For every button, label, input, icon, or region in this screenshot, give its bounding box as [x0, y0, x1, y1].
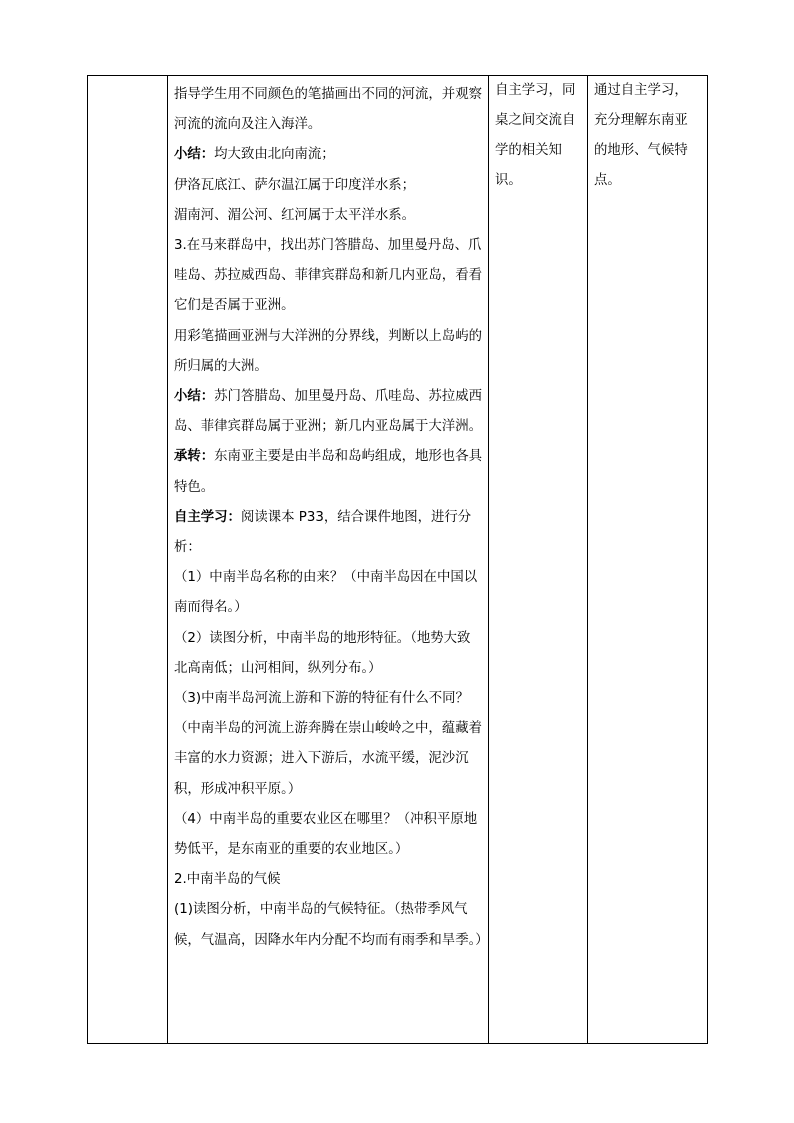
content-paragraph: [174, 684, 482, 805]
student-activity-cell: [489, 76, 588, 1044]
stage-cell: [88, 76, 168, 1044]
content-paragraph: [174, 140, 482, 170]
paragraph-text: （3)中南半岛河流上游和下游的特征有什么不同？（中南半岛的河流上游奔腾在崇山峻岭之中，蕴藏着丰富的水力资源；进入下游后，水流平缓，泥沙沉积，形成冲积平原。）: [174, 691, 482, 797]
teaching-content-cell: [168, 76, 489, 1044]
design-intent-text: 通过自主学习，充分理解东南亚的地形、气候特点。: [594, 83, 688, 188]
paragraph-label: 小结：: [174, 147, 215, 163]
paragraph-text: 东南亚主要是由半岛和岛屿组成，地形也各具特色。: [174, 449, 482, 495]
paragraph-text: 2.中南半岛的气候: [174, 872, 281, 888]
content-paragraph: [174, 382, 482, 442]
paragraph-text: 指导学生用不同颜色的笔描画出不同的河流，并观察河流的流向及注入海洋。: [174, 87, 482, 133]
paragraph-text: 湄南河、湄公河、红河属于太平洋水系。: [174, 207, 416, 223]
paragraph-text: 3.在马来群岛中，找出苏门答腊岛、加里曼丹岛、爪哇岛、苏拉威西岛、菲律宾群岛和新几内亚岛，看看它们是否属于亚洲。: [174, 238, 482, 314]
content-paragraph: [174, 322, 482, 382]
content-paragraph: [174, 895, 489, 955]
paragraph-text: （4）中南半岛的重要农业区在哪里？（冲积平原地势低平，是东南亚的重要的农业地区。）: [174, 811, 478, 858]
student-activity-text: 自主学习，同桌之间交流自学的相关知识。: [495, 83, 576, 188]
paragraph-text: （2）读图分析，中南半岛的地形特征。（地势大致北高南低；山河相间，纵列分布。）: [174, 630, 471, 676]
paragraph-label: 承转：: [174, 449, 215, 465]
content-paragraph: [174, 201, 482, 231]
content-paragraph: [174, 80, 482, 140]
content-paragraph: [174, 503, 482, 563]
paragraph-text: 用彩笔描画亚洲与大洋洲的分界线，判断以上岛屿的所归属的大洲。: [174, 328, 482, 374]
design-intent-cell: [588, 76, 708, 1044]
paragraph-label: 小结：: [174, 389, 215, 405]
paragraph-text: 均大致由北向南流；: [214, 147, 335, 163]
teaching-content: [168, 76, 488, 956]
paragraph-text: 阅读课本 P33，结合课件地图，进行分析：: [174, 509, 472, 556]
content-paragraph: [174, 865, 482, 895]
content-paragraph: [174, 171, 482, 201]
lesson-plan-table: [87, 75, 708, 1044]
content-paragraph: [174, 624, 482, 684]
paragraph-text: (1)读图分析，中南半岛的气候特征。（热带季风气候，气温高，因降水年内分配不均而有雨季和旱季。）: [174, 902, 489, 948]
content-paragraph: [174, 805, 482, 865]
content-paragraph: [174, 563, 482, 623]
paragraph-text: 苏门答腊岛、加里曼丹岛、爪哇岛、苏拉威西岛、菲律宾群岛属于亚洲；新几内亚岛属于大洋洲。: [174, 389, 482, 435]
table-row: [88, 76, 708, 1044]
content-paragraph: [174, 442, 482, 502]
paragraph-text: 伊洛瓦底江、萨尔温江属于印度洋水系；: [174, 177, 416, 193]
content-paragraph: [174, 231, 482, 322]
paragraph-text: （1）中南半岛名称的由来？（中南半岛因在中国以南而得名。）: [174, 570, 478, 616]
paragraph-label: 自主学习：: [174, 509, 241, 525]
